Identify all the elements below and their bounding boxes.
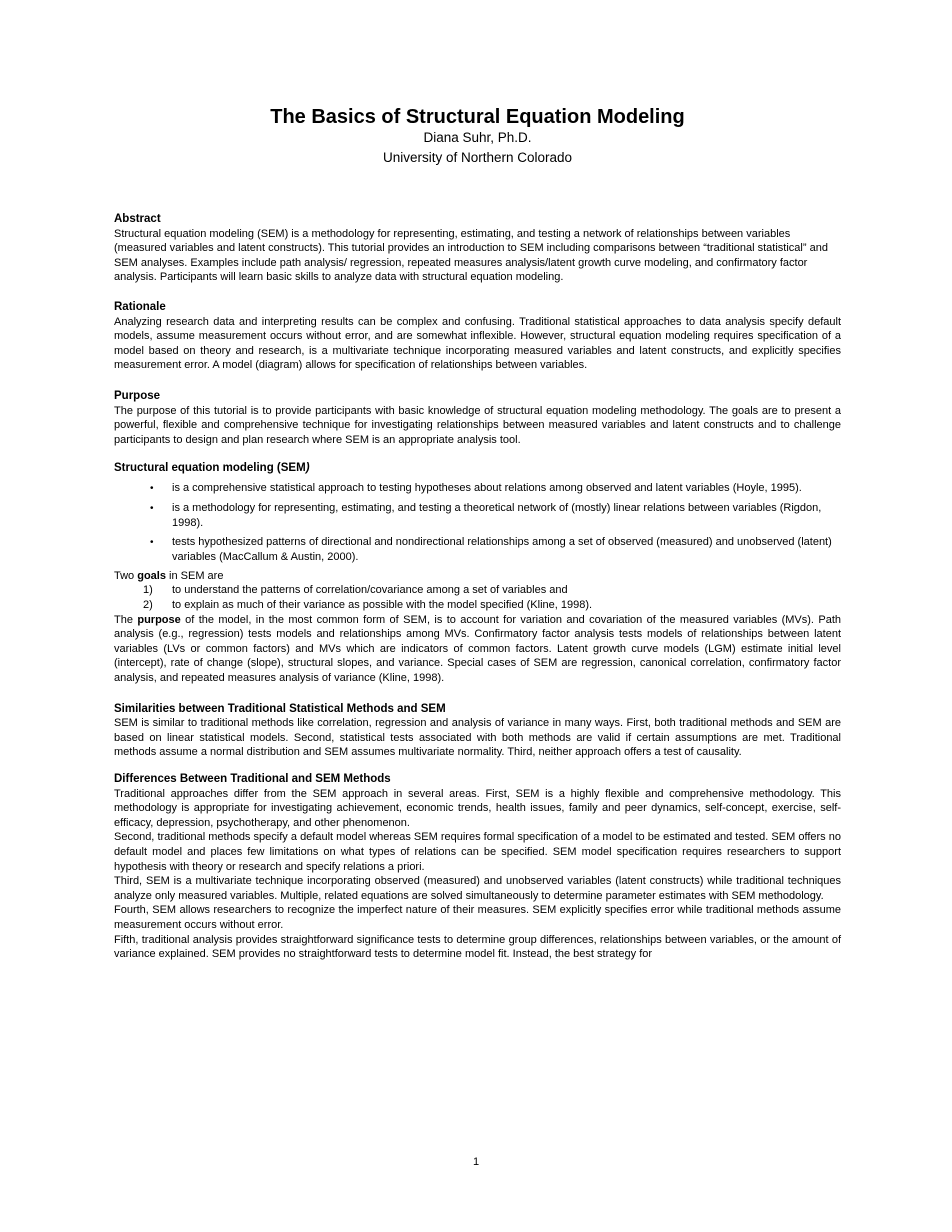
differences-paragraph-5: Fifth, traditional analysis provides straightforward significance tests to determine group differences, relationships between variables, or the amount of variance explained. SEM provides no straightforward tests to determine model fit. Instead, the best strategy for xyxy=(114,933,841,961)
paper-title: The Basics of Structural Equation Modeling xyxy=(270,106,685,128)
item-number: 2) xyxy=(143,599,153,612)
bullet-item xyxy=(114,501,841,531)
page-content xyxy=(114,106,841,962)
purpose-paragraph: The purpose of this tutorial is to provide participants with basic knowledge of structural equation modeling methodology. The goals are to present a powerful, flexible and comprehensive technique for investigating relationships between measured variables and latent constructs and to challenge participants to design and plan research where SEM is an appropriate analysis tool. xyxy=(114,404,841,446)
bullet-text: is a methodology for representing, estimating, and testing a theoretical network of (mostly) linear relations between variables (Rigdon, 1998). xyxy=(172,501,822,530)
bullet-text: tests hypothesized patterns of directional and nondirectional relationships among a set of observed (measured) and unobserved (latent) variables (MacCallum & Austin, 2000). xyxy=(172,535,832,564)
section-heading-rationale: Rationale xyxy=(114,300,166,313)
section-heading-abstract: Abstract xyxy=(114,213,161,225)
goals-lead-pre: Two xyxy=(114,569,138,582)
sem-heading-italic-paren: ) xyxy=(305,462,310,475)
numbered-item xyxy=(114,583,841,598)
model-purpose-bold: purpose xyxy=(137,613,181,626)
item-number: 1) xyxy=(143,584,153,597)
rationale-paragraph: Analyzing research data and interpreting results can be complex and confusing. Traditional statistical approaches to data analysis specify default models, assume measurement occurs without error, and are somewhat inflexible. However, structural equation modeling requires specification of a model based on theory and research, is a multivariate technique incorporating measured variables and latent constructs, and explicitly specifies measurement error. A model (diagram) allows for specification of relationships between variables. xyxy=(114,315,841,372)
goals-lead-post: in SEM are xyxy=(165,569,224,582)
differences-paragraph-1: Traditional approaches differ from the SEM approach in several areas. First, SEM is a highly flexible and comprehensive methodology. This methodology is appropriate for investigating achievement, economic trends, health issues, family and peer dynamics, self-concept, exercise, self-efficacy, depression, psychotherapy, and other phenomenon. xyxy=(114,787,841,829)
goals-lead-bold: goals xyxy=(137,569,166,582)
abstract-paragraph: Structural equation modeling (SEM) is a methodology for representing, estimating, and testing a network of relationships between variables (measured variables and latent constructs). This tutorial provides an introduction to SEM including comparisons between “traditional statistical” and SEM analyses. Examples include path analysis/ regression, repeated measures analysis/latent growth curve modeling, and confirmatory factor analysis. Participants will learn basic skills to analyze data with structural equation modeling. xyxy=(114,227,828,284)
sem-heading-text: Structural equation modeling (SEM xyxy=(114,462,306,475)
bullet-item xyxy=(114,481,841,497)
bullet-icon: • xyxy=(150,502,154,514)
goals-numbered-list xyxy=(114,583,841,612)
differences-paragraph-4: Fourth, SEM allows researchers to recognize the imperfect nature of their measures. SEM explicitly specifies error while traditional methods assume measurement occurs without error. xyxy=(114,904,841,931)
bullet-icon: • xyxy=(150,536,154,548)
model-purpose-pre: The xyxy=(114,613,138,626)
bullet-text: is a comprehensive statistical approach to testing hypotheses about relations among observed and latent variables (Hoyle, 1995). xyxy=(172,481,802,494)
paper-author: Diana Suhr, Ph.D. xyxy=(423,130,532,145)
model-purpose-post: of the model, in the most common form of SEM, is to account for variation and covariation of the measured variables (MVs). Path analysis (e.g., regression) tests models and relationships among MVs. Confirmatory factor analysis tests models of relationships between latent variables (LVs or common factors) and MVs which are indicators of common factors. Latent growth curve models (LGM) estimate initial level (intercept), rate of change (slope), structural slopes, and variance. Special cases of SEM are regression, canonical correlation, confirmatory factor analysis, and repeated measures analysis of variance (Kline, 1998). xyxy=(114,613,841,685)
bullet-item xyxy=(114,535,841,565)
paper-affiliation: University of Northern Colorado xyxy=(382,150,573,165)
section-heading-purpose: Purpose xyxy=(114,389,161,402)
differences-paragraph-3: Third, SEM is a multivariate technique incorporating observed (measured) and unobserved variables (latent constructs) while traditional techniques analyze only measured variables. Multiple, related equations are solved simultaneously to determine parameter estimates with SEM methodology. xyxy=(114,875,841,902)
item-text: to explain as much of their variance as possible with the model specified (Kline, 1998). xyxy=(172,599,593,612)
model-purpose-paragraph xyxy=(114,613,841,686)
numbered-item xyxy=(114,598,841,613)
section-heading-differences: Differences Between Traditional and SEM Methods xyxy=(114,773,391,785)
item-text: to understand the patterns of correlation/covariance among a set of variables and xyxy=(172,584,568,597)
page-number: 1 xyxy=(472,1156,480,1168)
similarities-paragraph: SEM is similar to traditional methods like correlation, regression and analysis of variance in many ways. First, both traditional methods and SEM are based on linear statistical models. Second, statistical tests associated with both methods are valid if certain assumptions are met. Traditional methods assume a normal distribution and SEM assumes multivariate normality. Third, neither approach offers a test of causality. xyxy=(114,717,841,759)
section-heading-similarities: Similarities between Traditional Statistical Methods and SEM xyxy=(114,702,446,715)
sem-bullet-list xyxy=(114,481,841,565)
section-heading-sem xyxy=(114,461,841,476)
bullet-icon: • xyxy=(150,482,154,494)
differences-paragraph-2: Second, traditional methods specify a default model whereas SEM requires formal specification of a model to be estimated and tested. SEM offers no default model and places few limitations on what types of relations can be specified. SEM model specification requires researchers to support hypothesis with theory or research and specify relations a priori. xyxy=(114,831,841,873)
goals-lead xyxy=(114,569,841,584)
